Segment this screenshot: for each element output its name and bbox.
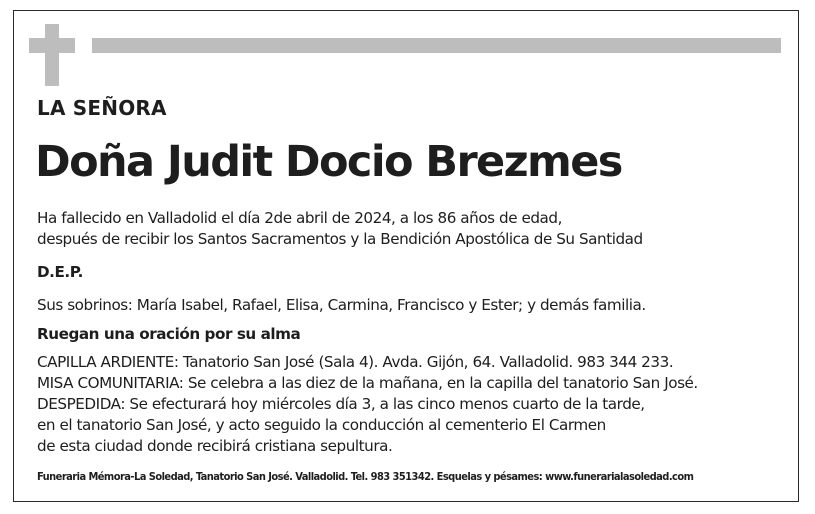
detail-line-5: de esta ciudad donde recibirá cristiana sepultura. bbox=[37, 437, 393, 455]
detail-line-4: en el tanatorio San José, y acto seguido la conducción al cementerio El Carmen bbox=[37, 416, 606, 434]
death-line-1: Ha fallecido en Valladolid el día 2de abril de 2024, a los 86 años de edad, bbox=[37, 209, 562, 227]
family-line: Sus sobrinos: María Isabel, Rafael, Elisa, Carmina, Francisco y Ester; y demás familia. bbox=[37, 296, 646, 314]
detail-line-3: DESPEDIDA: Se efecturará hoy miércoles día 3, a las cinco menos cuarto de la tarde, bbox=[37, 395, 645, 413]
cross-icon-horizontal bbox=[29, 38, 75, 53]
notice-title: LA SEÑORA bbox=[37, 96, 167, 120]
cross-icon-vertical bbox=[45, 24, 59, 86]
death-line-2: después de recibir los Santos Sacramentos y la Bendición Apostólica de Su Santidad bbox=[37, 230, 643, 248]
detail-line-2: MISA COMUNITARIA: Se celebra a las diez de la mañana, en la capilla del tanatorio San José. bbox=[37, 374, 698, 392]
dep-label: D.E.P. bbox=[37, 263, 83, 281]
header-rule bbox=[92, 38, 781, 53]
detail-line-1: CAPILLA ARDIENTE: Tanatorio San José (Sala 4). Avda. Gijón, 64. Valladolid. 983 344 233. bbox=[37, 353, 674, 371]
footer-contact: Funeraria Mémora-La Soledad, Tanatorio San José. Valladolid. Tel. 983 351342. Esquelas y pésames: www.funerarialasoledad.com bbox=[37, 470, 694, 483]
deceased-name: Doña Judit Docio Brezmes bbox=[35, 137, 622, 187]
prayer-line: Ruegan una oración por su alma bbox=[37, 325, 301, 343]
